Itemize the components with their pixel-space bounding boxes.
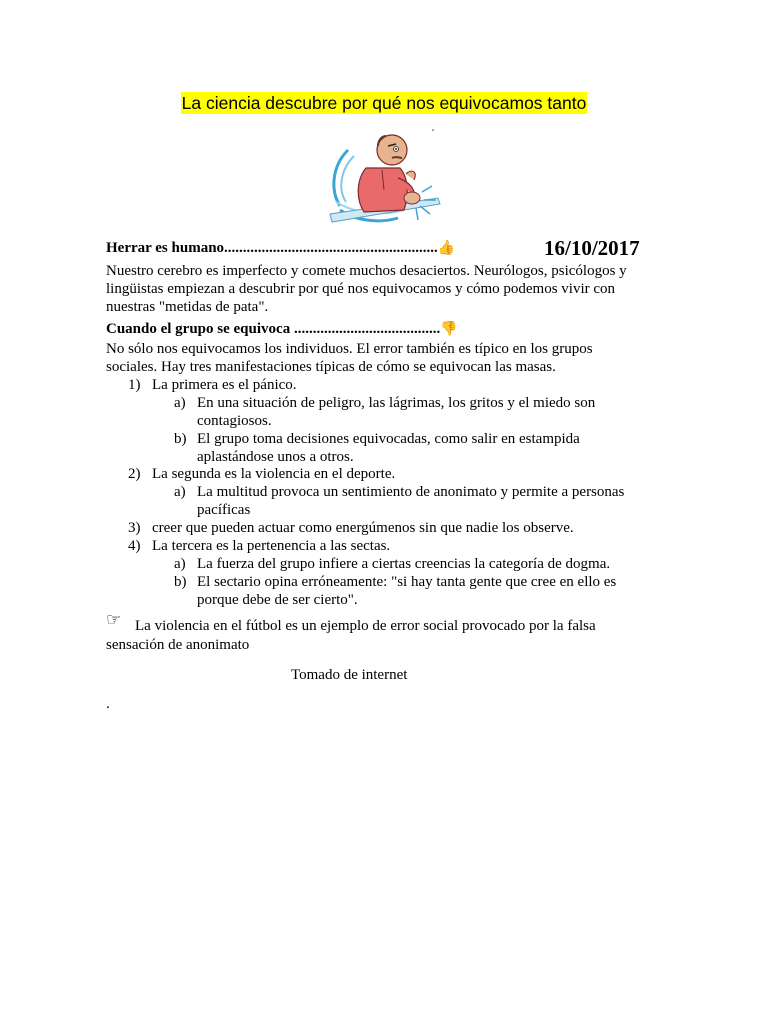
title-wrapper xyxy=(0,92,768,114)
section-heading-grupo-text: Cuando el grupo se equivoca ....................................... xyxy=(106,321,441,337)
thumbs-up-icon: 👍 xyxy=(437,240,456,256)
sublist-item-line: La multitud provoca un sentimiento de anonimato y permite a personas xyxy=(197,484,625,500)
sublist-item-line: En una situación de peligro, las lágrimas, los gritos y el miedo son xyxy=(197,395,596,411)
sublist-letter: a) xyxy=(174,556,186,572)
sublist-item-line: El sectario opina erróneamente: "si hay tanta gente que cree en ello es xyxy=(197,574,617,590)
thumbs-down-icon: 👎 xyxy=(440,321,458,337)
list-number: 2) xyxy=(128,466,141,482)
paragraph-line: La violencia en el fútbol es un ejemplo de error social provocado por la falsa xyxy=(135,618,596,634)
paragraph-line: lingüistas empiezan a descubrir por qué nos equivocamos y cómo podemos vivir con xyxy=(106,281,616,297)
page-title: La ciencia descubre por qué nos equivocamos tanto xyxy=(181,93,587,113)
sublist-letter: b) xyxy=(174,574,187,590)
document-date: 16/10/2017 xyxy=(544,236,640,260)
sublist-letter: b) xyxy=(174,431,187,447)
sublist-item-line: aplastándose unos a otros. xyxy=(197,449,354,465)
paragraph-line: sociales. Hay tres manifestaciones típicas de cómo se equivocan las masas. xyxy=(106,359,556,375)
list-item-text: La tercera es la pertenencia a las sectas. xyxy=(152,538,391,554)
list-number: 3) xyxy=(128,520,141,536)
list-item-text: creer que pueden actuar como energúmenos sin que nadie los observe. xyxy=(152,520,574,536)
section-heading-herrar xyxy=(106,239,455,257)
sublist-item-line: El grupo toma decisiones equivocadas, como salir en estampida xyxy=(197,431,580,447)
sublist-item-line: porque debe de ser cierto". xyxy=(197,592,358,608)
section-heading-grupo xyxy=(106,320,458,338)
section-heading-herrar-text: Herrar es humano......................................................... xyxy=(106,240,438,256)
list-number: 4) xyxy=(128,538,141,554)
sublist-letter: a) xyxy=(174,395,186,411)
section2-paragraph xyxy=(106,340,646,376)
sublist-item-line: La fuerza del grupo infiere a ciertas creencias la categoría de dogma. xyxy=(197,556,611,572)
paragraph-line: sensación de anonimato xyxy=(106,637,250,653)
sublist-item-line: contagiosos. xyxy=(197,413,272,429)
note-paragraph xyxy=(106,617,646,635)
paragraph-line: No sólo nos equivocamos los individuos. El error también es típico en los grupos xyxy=(106,341,593,357)
paragraph-line: Nuestro cerebro es imperfecto y comete muchos desaciertos. Neurólogos, psicólogos y xyxy=(106,263,627,279)
list-item-text: La primera es el pánico. xyxy=(152,377,297,393)
angry-man-illustration xyxy=(326,128,444,232)
list-number: 1) xyxy=(128,377,141,393)
sublist-item-line: pacíficas xyxy=(197,502,251,518)
list-item-text: La segunda es la violencia en el deporte. xyxy=(152,466,396,482)
note-paragraph-cont xyxy=(106,636,646,654)
source-credit: Tomado de internet xyxy=(291,667,408,683)
pointing-hand-icon: ☞ xyxy=(106,610,122,630)
section1-paragraph xyxy=(106,262,646,316)
sublist-letter: a) xyxy=(174,484,186,500)
paragraph-line: nuestras "metidas de pata". xyxy=(106,299,269,315)
trailing-dot: . xyxy=(106,696,110,712)
